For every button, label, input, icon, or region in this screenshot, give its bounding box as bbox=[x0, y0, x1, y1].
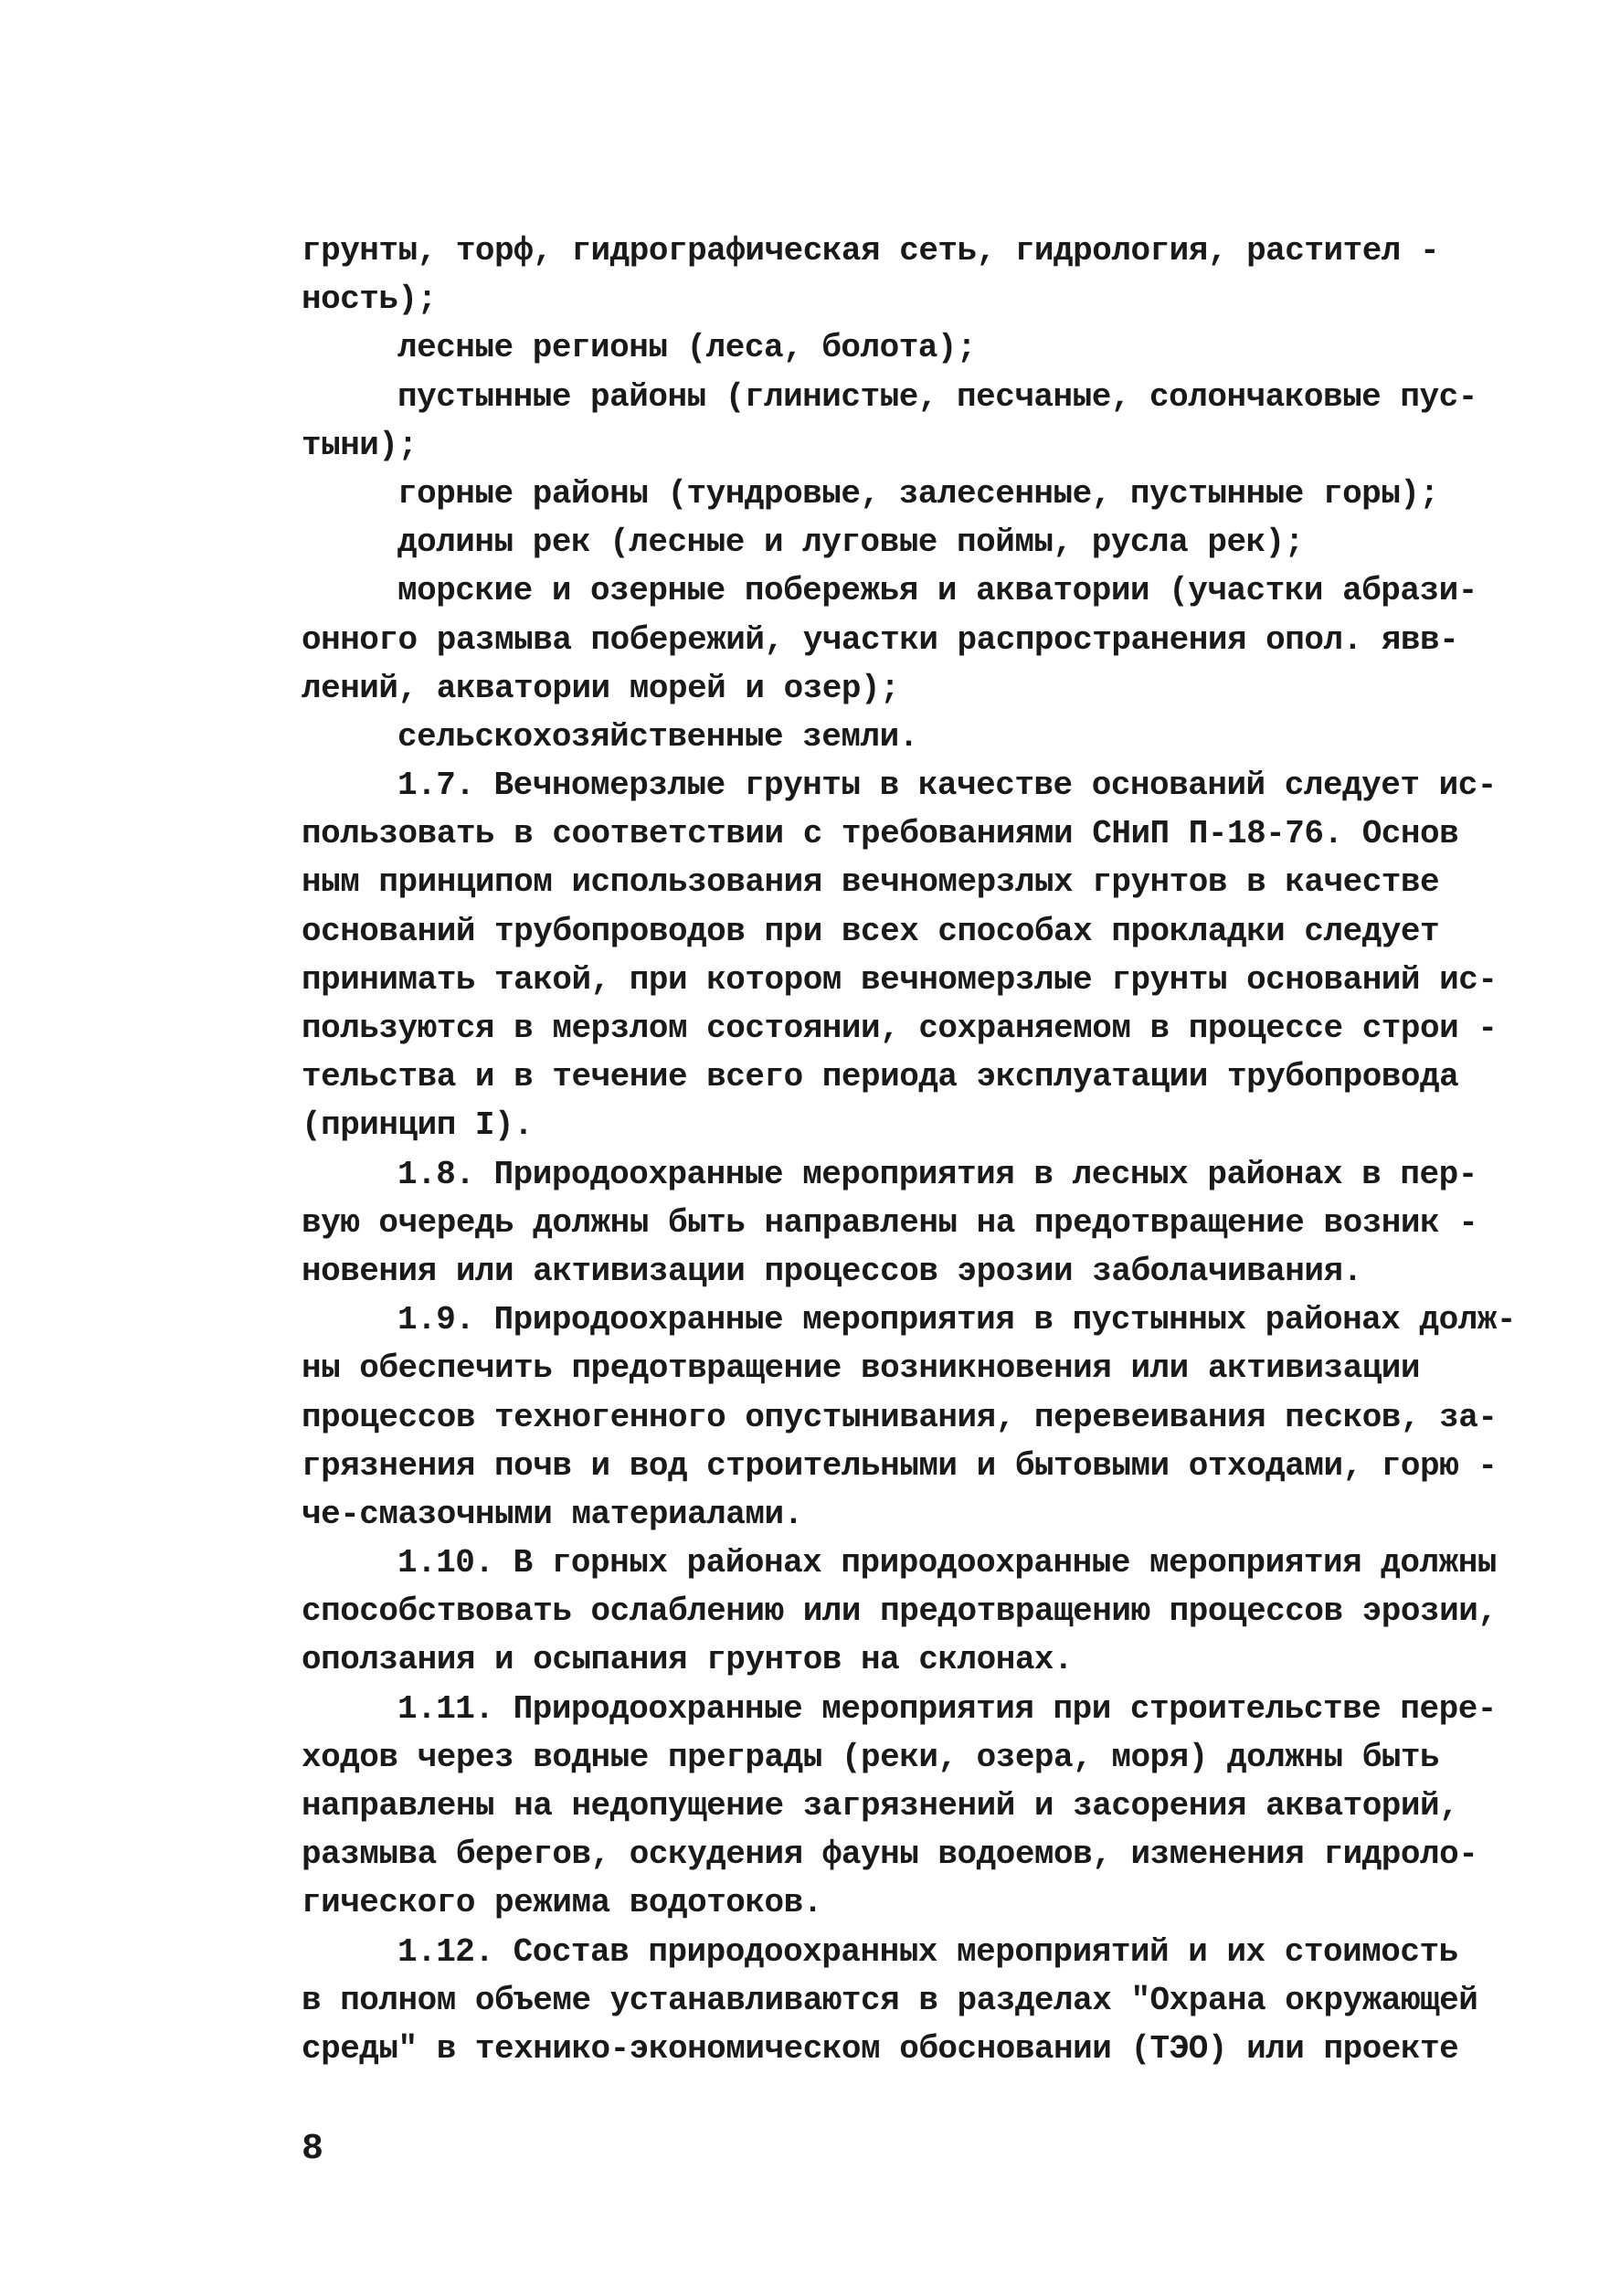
text-line: 1.11. Природоохранные мероприятия при строительстве пере- bbox=[397, 1689, 1497, 1728]
text-line: способствовать ослаблению или предотвращению процессов эрозии, bbox=[302, 1592, 1498, 1631]
text-line: в полном объеме устанавливаются в разделах "Охрана окружающей bbox=[302, 1981, 1478, 2019]
text-line: размыва берегов, оскудения фауны водоемов, изменения гидроло- bbox=[302, 1836, 1478, 1874]
text-line: грязнения почв и вод строительными и бытовыми отходами, горю - bbox=[302, 1446, 1498, 1485]
text-line: лений, акватории морей и озер); bbox=[302, 669, 900, 707]
text-line: 1.12. Состав природоохранных мероприятий и их стоимость bbox=[397, 1932, 1458, 1971]
text-line: онного размыва побережий, участки распространения опол. явв- bbox=[302, 620, 1459, 659]
text-line: новения или активизации процессов эрозии заболачивания. bbox=[302, 1252, 1362, 1290]
text-line: тельства и в течение всего периода эксплуатации трубопровода bbox=[302, 1058, 1459, 1096]
text-line: 1.7. Вечномерзлые грунты в качестве оснований следует ис- bbox=[397, 767, 1497, 805]
text-line: вую очередь должны быть направлены на предотвращение возник - bbox=[302, 1203, 1478, 1242]
text-line: ходов через водные преграды (реки, озера, моря) должны быть bbox=[302, 1738, 1440, 1776]
text-line: гического режима водотоков. bbox=[302, 1884, 822, 1922]
text-line: ны обеспечить предотвращение возникновения или активизации bbox=[302, 1349, 1421, 1388]
text-line: оползания и осыпания грунтов на склонах. bbox=[302, 1641, 1074, 1679]
text-line: ным принципом использования вечномерзлых грунтов в качестве bbox=[302, 863, 1440, 902]
text-line: пользовать в соответствии с требованиями СНиП П-18-76. Основ bbox=[302, 815, 1459, 853]
text-line: морские и озерные побережья и акватории (участки абрази- bbox=[397, 572, 1477, 610]
text-line: лесные регионы (леса, болота); bbox=[397, 329, 977, 367]
text-line: направлены на недопущение загрязнений и засорения акваторий, bbox=[302, 1787, 1459, 1825]
text-line: долины рек (лесные и луговые поймы, русла рек); bbox=[397, 524, 1304, 562]
text-line: пользуются в мерзлом состоянии, сохраняемом в процессе строи - bbox=[302, 1010, 1498, 1047]
text-line: 1.9. Природоохранные мероприятия в пустынных районах долж- bbox=[397, 1301, 1517, 1339]
text-line: пустынные районы (глинистые, песчаные, солончаковые пус- bbox=[397, 377, 1477, 416]
text-line: 1.8. Природоохранные мероприятия в лесных районах в пер- bbox=[397, 1155, 1477, 1193]
text-line: принимать такой, при котором вечномерзлые грунты оснований ис- bbox=[302, 960, 1498, 999]
text-line: сельскохозяйственные земли. bbox=[397, 717, 918, 756]
text-line: 1.10. В горных районах природоохранные мероприятия должны bbox=[397, 1544, 1497, 1582]
text-line: горные районы (тундровые, залесенные, пустынные горы); bbox=[397, 474, 1439, 513]
text-line: (принцип I). bbox=[302, 1106, 534, 1145]
text-line: ность); bbox=[302, 280, 437, 319]
text-line: процессов техногенного опустынивания, перевеивания песков, за- bbox=[302, 1398, 1498, 1436]
text-line: тыни); bbox=[302, 426, 418, 464]
text-line: среды" в технико-экономическом обосновании (ТЭО) или проекте bbox=[302, 2029, 1459, 2068]
page-number: 8 bbox=[302, 2129, 324, 2170]
text-line: че-смазочными материалами. bbox=[302, 1495, 803, 1533]
text-line: грунты, торф, гидрографическая сеть, гидрология, растител - bbox=[302, 232, 1440, 270]
body-text bbox=[302, 227, 1517, 2073]
text-line: оснований трубопроводов при всех способах прокладки следует bbox=[302, 912, 1440, 950]
